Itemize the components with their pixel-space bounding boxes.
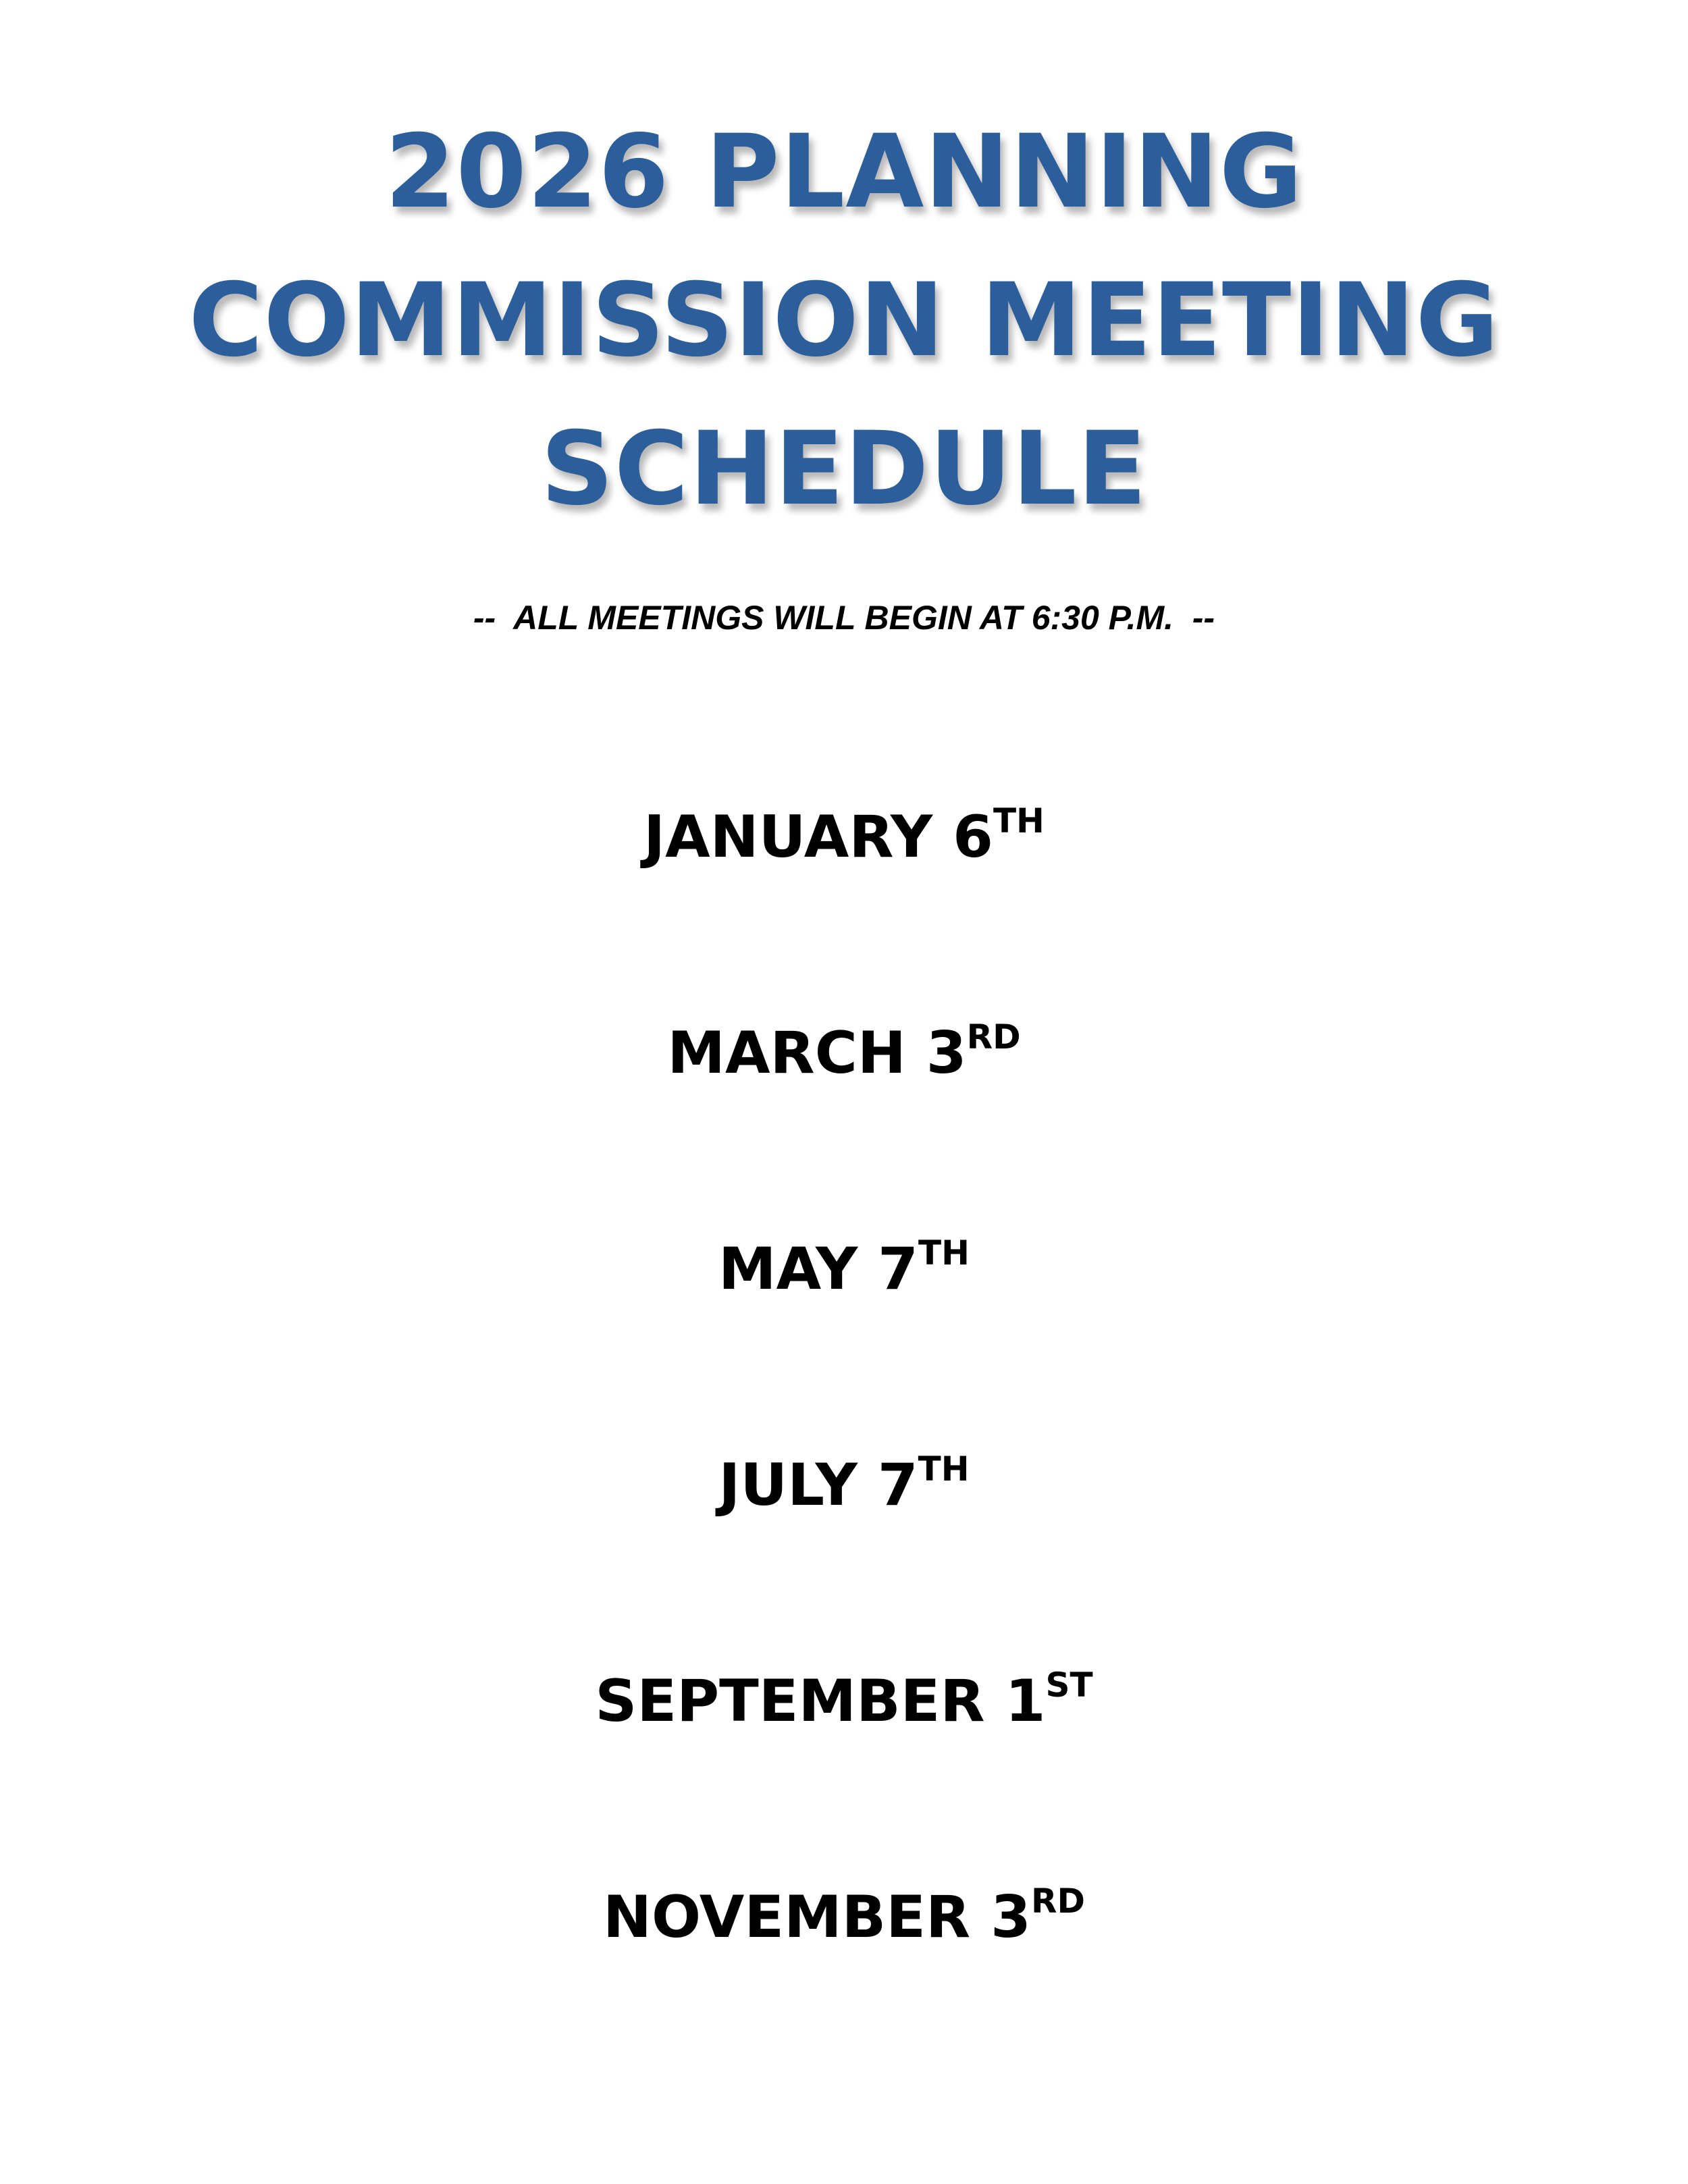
meeting-date-text: NOVEMBER 3 [603, 1884, 1031, 1951]
meeting-date-november [0, 1880, 1688, 1954]
ordinal-suffix: TH [918, 1233, 970, 1273]
ordinal-suffix: ST [1045, 1666, 1093, 1705]
meeting-date-september [0, 1664, 1688, 1738]
ordinal-suffix: RD [1030, 1882, 1085, 1921]
meeting-date-text: MARCH 3 [667, 1019, 967, 1087]
meeting-date-january [0, 800, 1688, 874]
page-title-line-1: 2026 PLANNING [385, 113, 1303, 231]
ordinal-suffix: TH [918, 1449, 970, 1489]
meeting-date-text: MAY 7 [718, 1235, 918, 1303]
meeting-date-text: JANUARY 6 [643, 803, 993, 871]
meeting-date-text: SEPTEMBER 1 [595, 1668, 1046, 1735]
page-title-line-2: COMMISSION MEETING [188, 262, 1500, 379]
ordinal-suffix: TH [993, 801, 1045, 841]
meeting-date-july [0, 1448, 1688, 1522]
meeting-time-note: -- ALL MEETINGS WILL BEGIN AT 6:30 P.M. -- [473, 599, 1215, 637]
meeting-date-text: JULY 7 [718, 1451, 918, 1519]
ordinal-suffix: RD [966, 1017, 1021, 1057]
page-title-line-3: SCHEDULE [540, 410, 1148, 528]
meeting-date-may [0, 1232, 1688, 1306]
meeting-date-march [0, 1016, 1688, 1090]
